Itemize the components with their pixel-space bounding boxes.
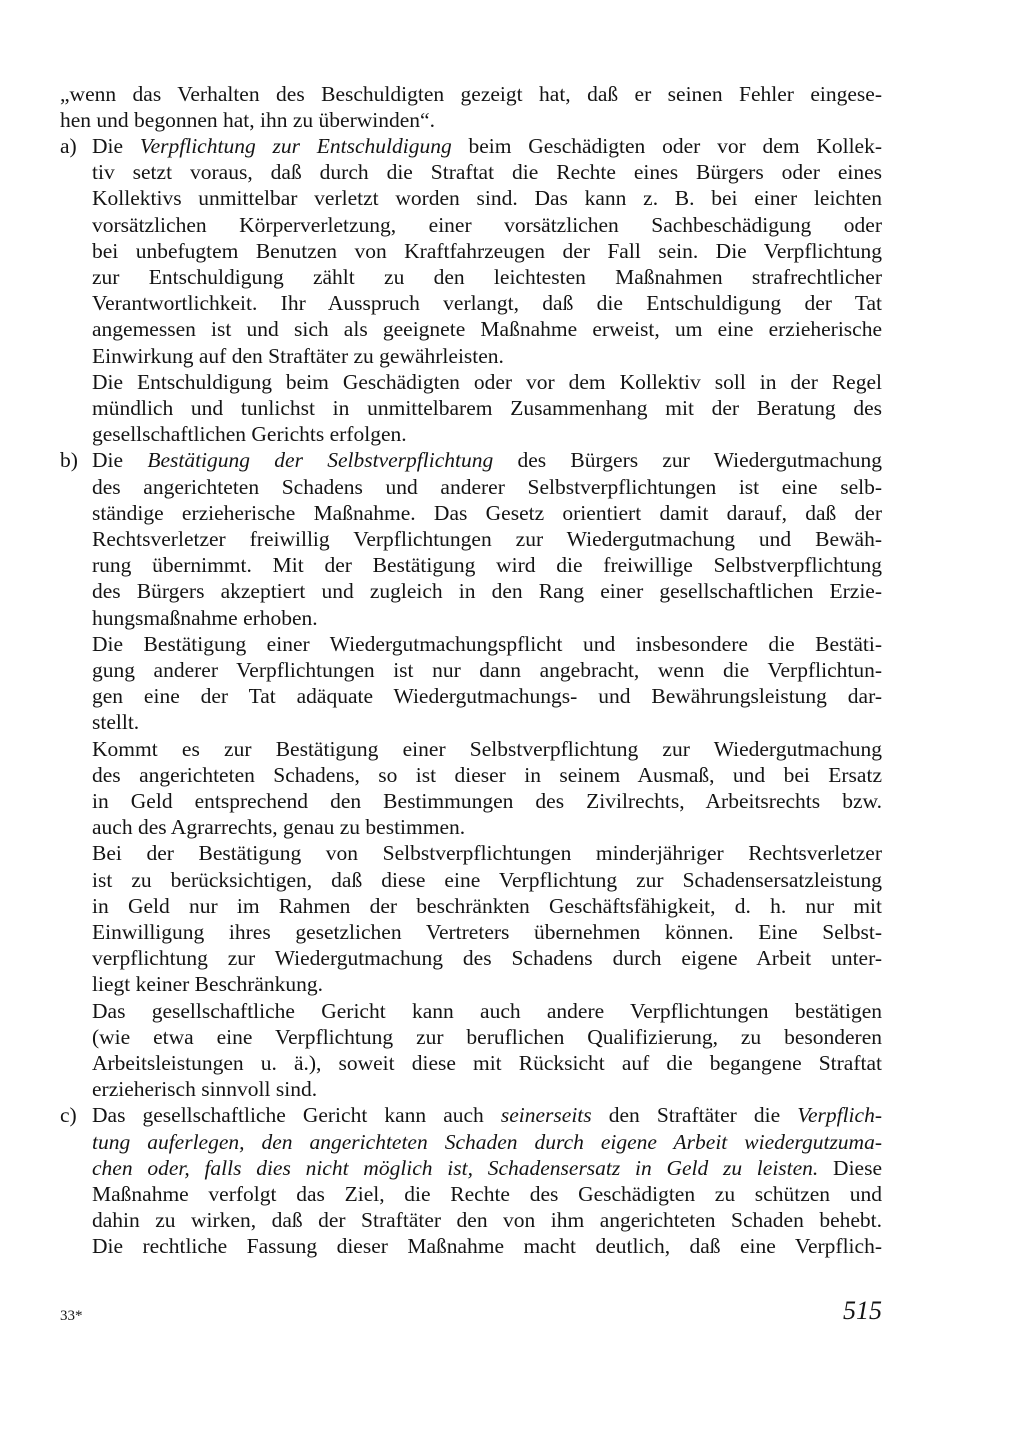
text-run: des Bürgers zur Wiedergutmachung [493, 448, 882, 473]
text-run: dahin zu wirken, daß der Straftäter den von ihm angerichteten Schaden behebt. [92, 1208, 882, 1233]
text-run: zur Entschuldigung zählt zu den leichtesten Maßnahmen strafrechtlicher [92, 264, 882, 289]
section-b-line [92, 605, 882, 631]
text-run: Die Entschuldigung beim Geschädigten oder vor dem Kollektiv soll in der Regel [92, 369, 882, 394]
text-run: gung anderer Verpflichtungen ist nur dann angebracht, wenn die Verpflichtun- [92, 657, 882, 682]
text-run: Einwirkung auf den Straftäter zu gewährleisten. [92, 343, 504, 368]
section-b-line [92, 709, 882, 735]
text-run: Arbeitsleistungen u. ä.), soweit diese mit Rücksicht auf die begangene Straftat [92, 1050, 882, 1075]
text-run: Kollektivs unmittelbar verletzt worden sind. Das kann z. B. bei einer leichten [92, 186, 882, 211]
text-run: gesellschaftlichen Gerichts erfolgen. [92, 422, 407, 447]
section-b-line [92, 657, 882, 683]
section-b-line [92, 788, 882, 814]
section-b-line [92, 998, 882, 1024]
section-b-line [92, 840, 882, 866]
text-run: des angerichteten Schadens, so ist dieser in seinem Ausmaß, und bei Ersatz [92, 762, 882, 787]
section-b-line [92, 814, 882, 840]
list-marker-c: c) [60, 1103, 77, 1128]
text-run: stellt. [92, 710, 140, 735]
text-run: Die [92, 448, 148, 473]
text-run: bei unbefugtem Benutzen von Kraftfahrzeugen der Fall sein. Die Verpflichtung [92, 238, 882, 263]
section-b-line [92, 893, 882, 919]
section-b-line [92, 762, 882, 788]
emphasis-text: Verpflich- [797, 1103, 882, 1128]
text-run: Diese [818, 1155, 882, 1180]
section-b-line [92, 971, 882, 997]
section-a-line [92, 133, 882, 159]
text-run: Bei der Bestätigung von Selbstverpflichtungen minderjähriger Rechtsverletzer [92, 841, 882, 866]
section-a-line [92, 159, 882, 185]
section-c-line [92, 1155, 882, 1181]
section-c-line [92, 1102, 882, 1128]
section-a-line [92, 264, 882, 290]
text-run: erzieherisch sinnvoll sind. [92, 1077, 318, 1102]
signature-mark: 33* [60, 1308, 83, 1324]
page-number: 515 [843, 1296, 882, 1325]
section-b-line [92, 1076, 882, 1102]
text-run: in Geld nur im Rahmen der beschränkten Geschäftsfähigkeit, d. h. nur mit [92, 893, 882, 918]
text-run: ist zu berücksichtigen, daß diese eine Verpflichtung zur Schadensersatzleistung [92, 867, 882, 892]
section-b-line [92, 526, 882, 552]
emphasis-text: Verpflichtung zur Entschuldigung [139, 133, 452, 158]
section-b-line [92, 867, 882, 893]
text-run: (wie etwa eine Verpflichtung zur beruflichen Qualifizierung, zu besonderen [92, 1024, 882, 1049]
intro-line: „wenn das Verhalten des Beschuldigten gezeigt hat, daß er seinen Fehler eingese- [60, 81, 882, 106]
section-a-line [92, 395, 882, 421]
section-b-line [92, 578, 882, 604]
text-run: auch des Agrarrechts, genau zu bestimmen. [92, 815, 466, 840]
section-c-line [92, 1207, 882, 1233]
text-run: des angerichteten Schadens und anderer Selbstverpflichtungen ist eine selb- [92, 474, 882, 499]
section-b-line [92, 447, 882, 473]
section-a-line [92, 290, 882, 316]
text-run: den Straftäter die [591, 1103, 798, 1128]
text-run: Das gesellschaftliche Gericht kann auch [92, 1103, 501, 1128]
text-run: angemessen ist und sich als geeignete Maßnahme erweist, um eine erzieherische [92, 317, 882, 342]
text-run: mündlich und tunlichst in unmittelbarem Zusammenhang mit der Beratung des [92, 395, 882, 420]
section-b-line [92, 500, 882, 526]
section-b-line [92, 736, 882, 762]
section-b-line [92, 631, 882, 657]
section-b-line [92, 945, 882, 971]
section-b-line [92, 919, 882, 945]
text-run: des Bürgers akzeptiert und zugleich in den Rang einer gesellschaftlichen Erzie- [92, 579, 882, 604]
text-run: Das gesellschaftliche Gericht kann auch andere Verpflichtungen bestätigen [92, 998, 882, 1023]
section-b-line [92, 1024, 882, 1050]
section-c-line [92, 1181, 882, 1207]
text-run: Die Bestätigung einer Wiedergutmachungspflicht und insbesondere die Bestäti- [92, 631, 882, 656]
emphasis-text: tung auferlegen, den angerichteten Schaden durch eigene Arbeit wiedergutzuma- [92, 1129, 882, 1154]
section-c-line [92, 1129, 882, 1155]
section-a-line [92, 238, 882, 264]
text-run: Kommt es zur Bestätigung einer Selbstverpflichtung zur Wiedergutmachung [92, 736, 882, 761]
text-run: gen eine der Tat adäquate Wiedergutmachungs- und Bewährungsleistung dar- [92, 684, 882, 709]
text-run: Einwilligung ihres gesetzlichen Vertreters übernehmen können. Eine Selbst- [92, 919, 882, 944]
list-marker-a: a) [60, 133, 77, 158]
text-run: ständige erzieherische Maßnahme. Das Gesetz orientiert damit darauf, daß der [92, 500, 882, 525]
section-b-line [92, 683, 882, 709]
list-marker-b: b) [60, 448, 78, 473]
section-b-line [92, 1050, 882, 1076]
text-run: in Geld entsprechend den Bestimmungen des Zivilrechts, Arbeitsrechts bzw. [92, 788, 882, 813]
text-run: liegt keiner Beschränkung. [92, 972, 324, 997]
text-run: Verantwortlichkeit. Ihr Ausspruch verlangt, daß die Entschuldigung der Tat [92, 291, 882, 316]
section-a-line [92, 185, 882, 211]
section-a-line [92, 369, 882, 395]
text-run: Die [92, 133, 140, 158]
text-run: Rechtsverletzer freiwillig Verpflichtungen zur Wiedergutmachung und Bewäh- [92, 526, 882, 551]
text-run: hungsmaßnahme erhoben. [92, 605, 318, 630]
text-run: verpflichtung zur Wiedergutmachung des Schadens durch eigene Arbeit unter- [92, 946, 882, 971]
text-run: beim Geschädigten oder vor dem Kollek- [451, 133, 883, 158]
emphasis-text: chen oder, falls dies nicht möglich ist, Schadensersatz in Geld zu leisten. [92, 1155, 819, 1180]
section-a-line [92, 212, 882, 238]
text-run: vorsätzlichen Körperverletzung, einer vorsätzlichen Sachbeschädigung oder [92, 212, 882, 237]
section-a-line [92, 316, 882, 342]
section-a-line [92, 421, 882, 447]
section-b-line [92, 474, 882, 500]
intro-line: hen und begonnen hat, ihn zu überwinden“. [60, 107, 435, 132]
text-run: rung übernimmt. Mit der Bestätigung wird die freiwillige Selbstverpflichtung [92, 553, 882, 578]
section-b-line [92, 552, 882, 578]
text-run: Die rechtliche Fassung dieser Maßnahme macht deutlich, daß eine Verpflich- [92, 1234, 882, 1259]
emphasis-text: Bestätigung der Selbstverpflichtung [147, 448, 494, 473]
emphasis-text: seinerseits [500, 1103, 592, 1128]
text-run: tiv setzt voraus, daß durch die Straftat die Rechte eines Bürgers oder eines [92, 160, 882, 185]
section-a-line [92, 343, 882, 369]
section-c-line [92, 1233, 882, 1259]
text-run: Maßnahme verfolgt das Ziel, die Rechte des Geschädigten zu schützen und [92, 1181, 882, 1206]
